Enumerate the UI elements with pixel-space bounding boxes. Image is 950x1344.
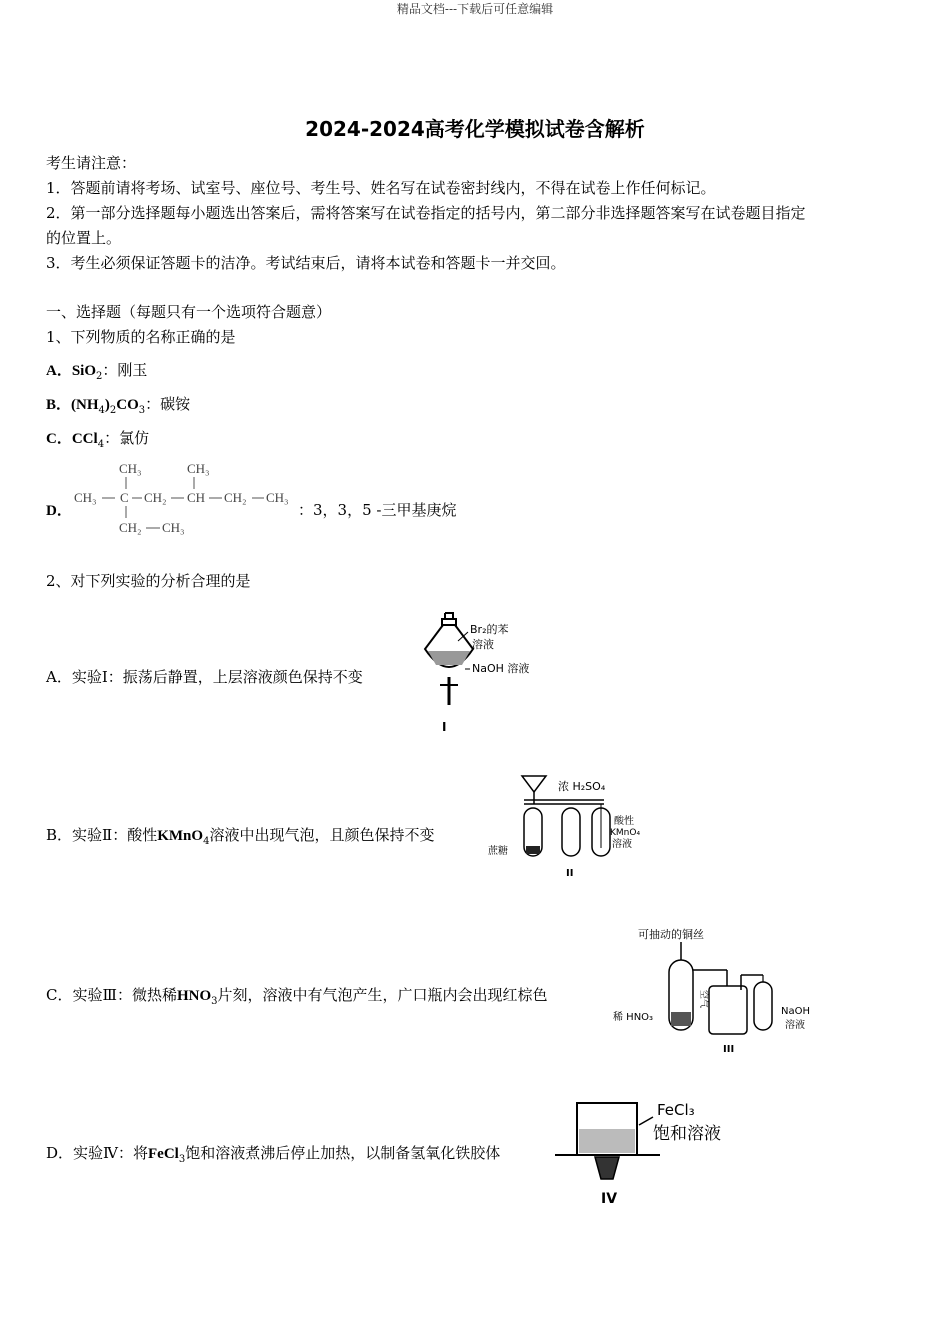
svg-text:CH₃: CH₃ xyxy=(74,490,97,505)
q2-option-a[interactable]: A．实验Ⅰ：振荡后静置，上层溶液颜色保持不变 xyxy=(46,668,363,686)
q1-option-d-label[interactable]: D． xyxy=(46,503,72,519)
q2-option-d[interactable]: D．实验Ⅳ：将FeCl$_3$饱和溶液煮沸后停止加热，以制备氢氧化铁胶体 xyxy=(46,1144,501,1165)
notice-item-2: 2．第一部分选择题每小题选出答案后，需将答案写在试卷指定的括号内，第二部分非选择题答案写在试卷题目指定 xyxy=(46,204,806,222)
page-header: 精品文档---下载后可任意编辑 xyxy=(396,2,554,16)
svg-text:溶液: 溶液 xyxy=(785,1020,805,1031)
fig2-numeral: II xyxy=(566,868,574,879)
q2-option-c[interactable]: C．实验Ⅲ：微热稀$HNO_3$片刻，溶液中有气泡产生，广口瓶内会出现红棕色 xyxy=(46,986,548,1007)
formula: CCl xyxy=(71,431,98,447)
q1-option-c[interactable]: C．CCl$_4$：氯仿 xyxy=(46,429,150,450)
svg-text:CH₂: CH₂ xyxy=(224,490,247,505)
formula: SiO xyxy=(71,363,97,379)
experiment-3-figure xyxy=(605,920,835,1060)
svg-text:KMnO₄: KMnO₄ xyxy=(610,828,641,838)
svg-text:溶液: 溶液 xyxy=(612,839,632,850)
notice-item-1: 1．答题前请将考场、试室号、座位号、考生号、姓名写在试卷密封线内，不得在试卷上作任何标记。 xyxy=(46,179,716,197)
fig3-label-hno3: 稀 HNO₃ xyxy=(613,1012,654,1023)
question-2-stem: 2、对下列实验的分析合理的是 xyxy=(46,572,251,590)
svg-text:CH₃: CH₃ xyxy=(266,490,289,505)
svg-text:CH: CH xyxy=(187,490,206,505)
svg-text:CH₃: CH₃ xyxy=(162,520,185,535)
notice-item-2-cont: 的位置上。 xyxy=(46,229,122,247)
fig3-label-air: 空气 xyxy=(698,990,708,1009)
fig3-label-copper: 可抽动的铜丝 xyxy=(638,928,704,941)
experiment-1-figure xyxy=(410,605,550,735)
svg-text:CH₂: CH₂ xyxy=(119,520,142,535)
fig3-numeral: III xyxy=(723,1044,735,1055)
fig4-label-fecl3: FeCl₃ xyxy=(657,1101,695,1119)
fig1-label-naoh: NaOH 溶液 xyxy=(472,662,530,675)
experiment-4-figure xyxy=(555,1095,775,1210)
q1-option-d-text: ：3，3，5 -三甲基庚烷 xyxy=(298,501,457,519)
fig4-numeral: IV xyxy=(601,1191,618,1207)
option-label: B． xyxy=(46,397,72,413)
svg-text:溶液: 溶液 xyxy=(472,638,494,651)
svg-text:CH₂: CH₂ xyxy=(144,490,167,505)
fig3-label-naoh: NaOH xyxy=(781,1006,810,1017)
structural-formula xyxy=(72,455,302,540)
notice-heading: 考生请注意： xyxy=(46,154,137,172)
experiment-2-figure xyxy=(484,762,664,882)
page-title: 2024-2024高考化学模拟试卷含解析 xyxy=(305,117,645,141)
fig1-label-br2: Br₂的苯 xyxy=(470,623,509,636)
fig4-label-saturated: 饱和溶液 xyxy=(653,1124,721,1144)
option-label: A． xyxy=(46,363,72,379)
notice-item-3: 3．考生必须保证答题卡的洁净。考试结束后，请将本试卷和答题卡一并交回。 xyxy=(46,254,566,272)
svg-text:C: C xyxy=(120,490,129,505)
svg-text:酸性: 酸性 xyxy=(614,816,634,827)
q1-option-a[interactable]: A．SiO$_2$：刚玉 xyxy=(46,361,148,382)
q2-option-b[interactable]: B．实验Ⅱ：酸性KMnO$_4$溶液中出现气泡，且颜色保持不变 xyxy=(46,826,435,847)
section-heading: 一、选择题（每题只有一个选项符合题意） xyxy=(46,303,332,321)
fig2-label-sucrose: 蔗糖 xyxy=(488,846,508,857)
option-label: C． xyxy=(46,431,72,447)
fig2-label-h2so4: 浓 H₂SO₄ xyxy=(558,780,606,793)
question-1-stem: 1、下列物质的名称正确的是 xyxy=(46,328,236,346)
q1-option-b[interactable]: B．$(NH_4)_2CO_3$：碳铵 xyxy=(46,395,191,416)
methyl-top-2: CH₃ xyxy=(187,461,210,476)
fig1-numeral: I xyxy=(442,720,447,734)
methyl-top-1: CH₃ xyxy=(119,461,142,476)
